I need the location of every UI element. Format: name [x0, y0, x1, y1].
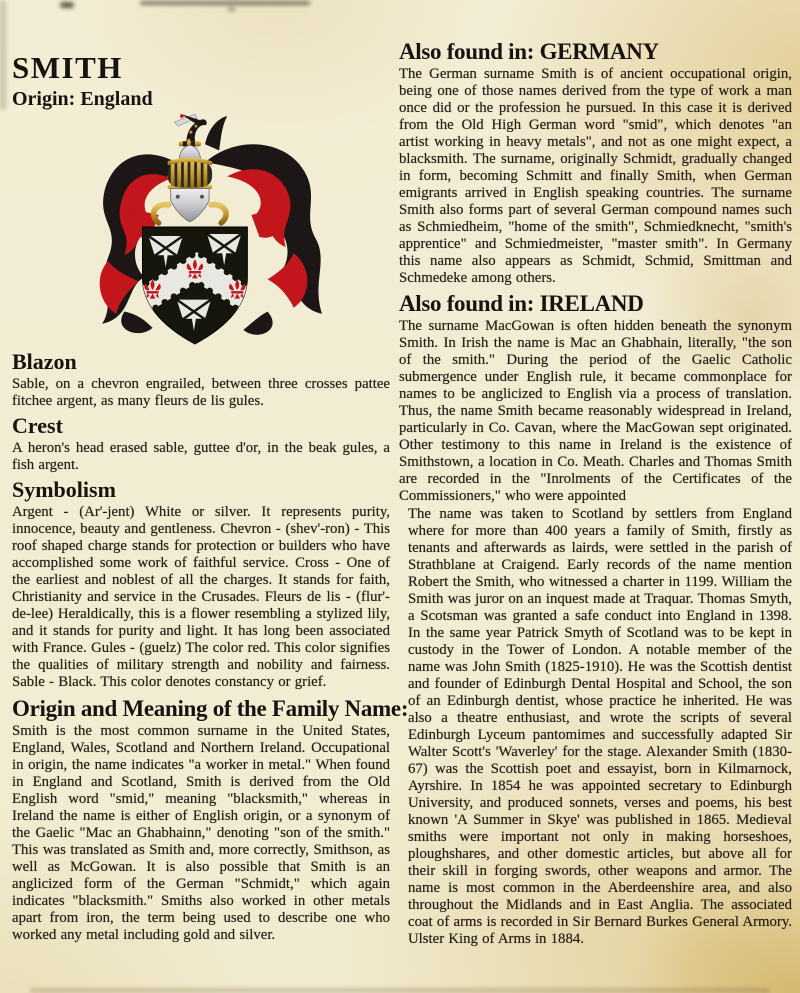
right-column: [399, 38, 792, 948]
helmet: [154, 141, 227, 223]
origin-subtitle: Origin: England: [12, 88, 153, 110]
ireland-section-heading: Also found in: IRELAND: [399, 291, 644, 316]
blazon-text: Sable, on a chevron engrailed, between three crosses pattee fitchee argent, as many fleurs de lis gules.: [12, 376, 390, 409]
ireland-paragraph-2: The name was taken to Scotland by settlers from England where for more than 400 years a family of Smith, firstly as tenants and afterwards as lairds, were settled in the parish of Strathblane at Craigend. Early records of the name mention Robert the Smith, who witnessed a charter in 1199. William the Smith was juror on an inquest made at Traquar. Thomas Smyth, a Scotsman was granted a safe conduct into England in 1398. In the same year Patrick Smyth of Scotland was to be kept in custody in the Tower of London. A notable member of the name was John Smith (1825-1910). He was the Scottish dentist and founder of Edinburgh Dental Hospital and School, the son of an Edinburgh dentist, whose practice he inherited. He was also a theatre enthusiast, and wrote the scripts of several Edinburgh Lyceum pantomimes and successfully adapted Sir Walter Scott's 'Waverley' for the stage. Alexander Smith (1830-67) was the Scottish poet and essayist, born in Kilmarnock, Ayrshire. In 1854 he was appointed secretary to Edinburgh University, and produced sonnets, verses and poems, his best known 'A Summer in Skye' was published in 1865. Medieval smiths were important not only in making horseshoes, ploughshares, and other domestic articles, but above all for their skill in forging swords, other weapons and armor. The name is most common in the Aberdeenshire area, and also throughout the Midlands and in East Anglia. The associated coat of arms is recorded in Sir Bernard Burkes General Armory. Ulster King of Arms in 1884.: [408, 506, 792, 947]
scan-smudge: [0, 0, 6, 110]
scan-smudge: [60, 2, 74, 8]
gold-scroll-left: [154, 205, 169, 223]
gold-scroll-right: [211, 205, 226, 223]
blazon-heading: Blazon: [12, 349, 77, 374]
origin-meaning-heading: Origin and Meaning of the Family Name:: [12, 696, 409, 721]
symbolism-text: Argent - (Ar'-jent) White or silver. It represents purity, innocence, beauty and gentleness. Chevron - (shev'-ron) - This roof shaped charge stands for protection or builders who have accomplished some work of faithful service. Cross - One of the earliest and noblest of all the charges. It stands for faith, Christianity and service in the Crusades. Fleurs de lis - (flur'-de-lee) Heraldically, this is a flower resembling a stylized lily, and it stands for purity and light. It has long been associated with France. Gules - (guelz) The color red. This color signifies the qualities of military strength and nobility and fairness. Sable - Black. This color denotes constancy or grief.: [12, 504, 390, 690]
germany-section-text: The German surname Smith is of ancient occupational origin, being one of those names derived from the type of work a man once did or the profession he pursued. In this case it is derived from the Old High German word "smid", which denotes "an artist working in heavy metals", and not as one might expect, a blacksmith. The surname, originally Schmidt, gradually changed in form, becoming Schmitt and finally Smith, when German emigrants arrived in English speaking countries. The surname Smith also forms part of several German compound names such as Schmiedheim, "home of the smith", Schmiedknecht, "smith's apprentice" and Schmiedmeister, "master smith". In Germany this name also appears as Schmidt, Schmid, Smittman and Schmedeke among others.: [399, 66, 792, 286]
scan-smudge: [30, 988, 770, 993]
shield: [139, 227, 250, 344]
ireland-paragraph-1: The surname MacGowan is often hidden beneath the synonym Smith. In Irish the name is Mac an Ghabhain, literally, "the son of the smith." During the period of the Gaelic Catholic submergence under English rule, it became commonplace for names to be anglicized to English via a process of translation. Thus, the name Smith became reasonably widespread in Ireland, particularly in Co. Cavan, where the MacGowan sept originated. Other testimony to this name in Ireland is the existence of Smithstown, a location in Co. Meath. Charles and Thomas Smith are recorded in the "Inrolments of the Certificates of the Commissioners," who were appointed: [399, 318, 792, 504]
symbolism-heading: Symbolism: [12, 477, 116, 502]
beak-gules: [180, 114, 184, 118]
origin-meaning-text: Smith is the most common surname in the United States, England, Wales, Scotland and Northern Ireland. Occupational in origin, the name indicates "a worker in metal." When found in England and Scotland, Smith is derived from the Old English word "smid," meaning "blacksmith," whereas in Ireland the name is either of English origin, or a synonym of the Gaelic "Mac an Ghabhainn," denoting "son of the smith." This was translated as Smith and, more correctly, Smithson, as well as McGowan. It is also possible that Smith is an anglicized form of the German "Schmidt," which again indicates "blacksmith." Smiths also worked in other metals apart from iron, the term being used to describe one who worked any metal including gold and silver.: [12, 723, 390, 943]
germany-section-heading: Also found in: GERMANY: [399, 39, 659, 64]
page-title: SMITH: [12, 50, 123, 85]
coat-of-arms-image: [86, 114, 324, 346]
crest-heading: Crest: [12, 413, 63, 438]
crest-text: A heron's head erased sable, guttee d'or, in the beak gules, a fish argent.: [12, 440, 390, 473]
scan-smudge: [228, 7, 235, 11]
left-column: [12, 50, 409, 944]
scan-smudge: [140, 1, 310, 5]
